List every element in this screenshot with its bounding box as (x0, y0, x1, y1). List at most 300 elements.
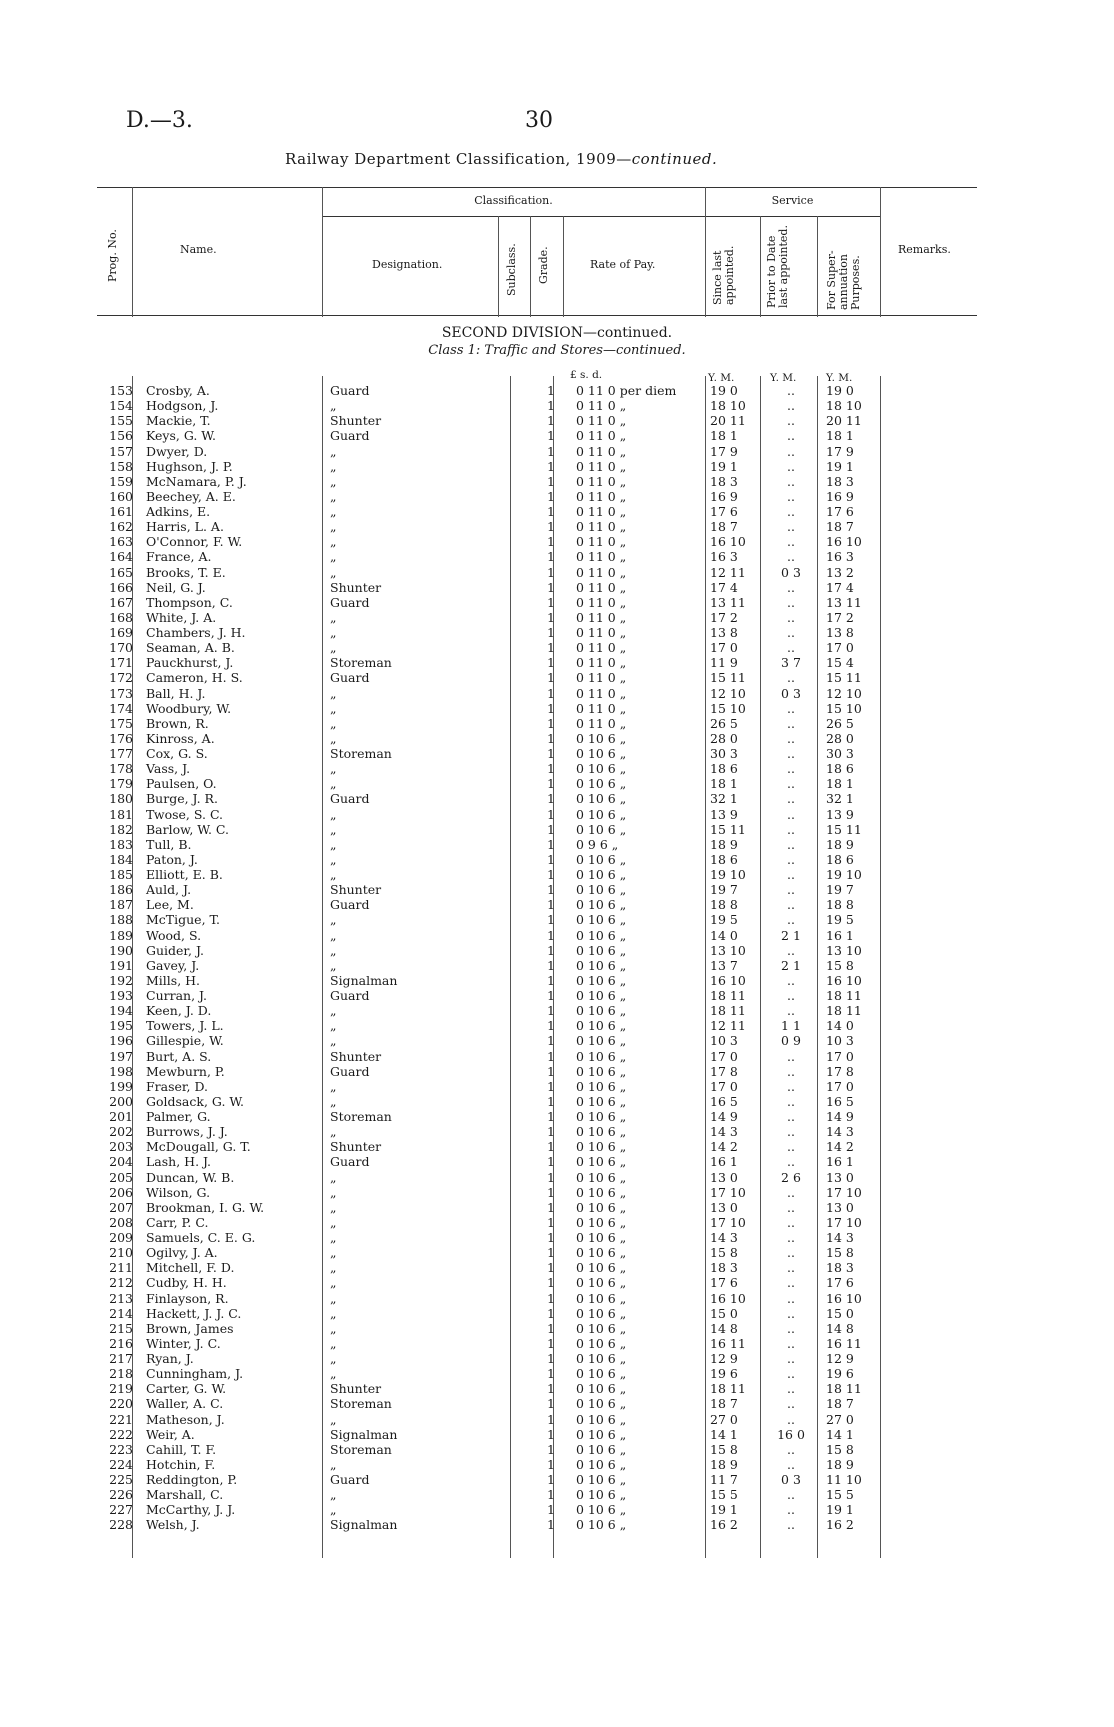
prog-no: 195 (109, 1018, 133, 1034)
prog-no: 184 (109, 851, 133, 867)
grade: 1 (547, 1230, 555, 1245)
subclass (502, 1502, 534, 1517)
designation: „ (330, 534, 337, 550)
subclass (502, 701, 534, 716)
prog-no: 177 (109, 746, 133, 761)
prog-no: 188 (109, 912, 133, 928)
service-prior: .. (787, 1003, 795, 1019)
service-superannuation: 14 3 (826, 1230, 854, 1245)
service-prior: .. (787, 519, 795, 535)
service-superannuation: 13 2 (826, 564, 854, 580)
grade: 1 (547, 1320, 555, 1336)
grade: 1 (547, 609, 555, 625)
service-prior: .. (787, 1093, 795, 1109)
grade: 1 (547, 443, 555, 459)
staff-name: Finlayson, R. (146, 1290, 229, 1306)
grade: 1 (547, 519, 555, 535)
table-row (85, 383, 880, 398)
table-row (85, 640, 880, 655)
subclass (502, 1472, 534, 1487)
designation: „ (330, 1351, 337, 1366)
designation: Shunter (330, 1048, 382, 1064)
grade: 1 (547, 836, 555, 852)
prog-no: 163 (109, 534, 133, 550)
service-since-last: 13 9 (710, 806, 738, 822)
table-row (85, 595, 880, 610)
staff-name: Cameron, H. S. (146, 670, 243, 686)
service-prior: .. (787, 1411, 795, 1427)
subclass (502, 731, 534, 746)
service-prior: .. (787, 609, 795, 625)
service-superannuation: 18 11 (826, 988, 862, 1003)
subclass (502, 1003, 534, 1018)
service-since-last: 15 5 (710, 1487, 738, 1503)
designation: Guard (330, 791, 370, 807)
rate-of-pay: 0 10 6 „ (576, 988, 627, 1003)
grade: 1 (547, 1517, 555, 1533)
table-row (85, 1275, 880, 1290)
rate-of-pay: 0 10 6 „ (576, 1456, 627, 1472)
service-prior: .. (787, 1214, 795, 1230)
designation: „ (330, 1199, 337, 1215)
service-since-last: 11 7 (710, 1472, 738, 1487)
prog-no: 165 (109, 564, 133, 580)
service-since-last: 16 10 (710, 972, 746, 988)
table-row (85, 943, 880, 958)
service-prior: .. (787, 897, 795, 913)
col-divider (132, 187, 133, 317)
table-row (85, 1366, 880, 1381)
prog-no: 176 (109, 730, 133, 746)
designation: „ (330, 609, 337, 625)
staff-name: Hotchin, F. (146, 1456, 216, 1472)
subclass (502, 761, 534, 776)
subclass (502, 928, 534, 943)
subclass (502, 1306, 534, 1321)
service-since-last: 15 10 (710, 700, 746, 716)
designation: Guard (330, 1472, 370, 1487)
designation: „ (330, 1093, 337, 1109)
rate-of-pay: 0 10 6 „ (576, 1078, 627, 1094)
prog-no: 156 (109, 428, 133, 444)
service-prior: .. (787, 458, 795, 474)
table-row (85, 716, 880, 731)
table-row (85, 534, 880, 549)
rate-of-pay: 0 10 6 „ (576, 927, 627, 943)
prog-no: 161 (109, 504, 133, 519)
prog-no: 171 (109, 655, 133, 671)
service-prior: .. (787, 1502, 795, 1518)
subclass (502, 912, 534, 927)
subclass (502, 867, 534, 882)
service-prior: .. (787, 806, 795, 822)
service-superannuation: 19 0 (826, 383, 854, 398)
designation: „ (330, 761, 337, 777)
service-since-last: 13 0 (710, 1199, 738, 1215)
service-superannuation: 17 10 (826, 1184, 862, 1200)
service-since-last: 17 8 (710, 1063, 738, 1079)
table-row (85, 1185, 880, 1200)
prog-no: 164 (109, 549, 133, 565)
service-prior: .. (787, 836, 795, 852)
staff-name: Marshall, C. (146, 1487, 224, 1503)
table-row (85, 444, 880, 459)
grade: 1 (547, 1502, 555, 1518)
service-prior: .. (787, 1260, 795, 1276)
col-divider (817, 216, 818, 317)
staff-name: Mills, H. (146, 972, 201, 988)
grade: 1 (547, 670, 555, 686)
header-since-last: Since last appointed. (711, 245, 736, 305)
staff-name: Ryan, J. (146, 1351, 194, 1366)
col-divider (530, 216, 531, 317)
prog-no: 211 (109, 1260, 133, 1276)
service-since-last: 18 7 (710, 519, 738, 535)
service-since-last: 17 10 (710, 1184, 746, 1200)
rate-of-pay: 0 10 6 „ (576, 1154, 627, 1170)
table-row (85, 1124, 880, 1139)
grade: 1 (547, 867, 555, 882)
service-superannuation: 18 3 (826, 1260, 854, 1276)
rate-of-pay: 0 11 0 „ (576, 564, 627, 580)
service-superannuation: 10 3 (826, 1033, 854, 1049)
prog-no: 221 (109, 1411, 133, 1427)
rate-of-pay: 0 10 6 „ (576, 1063, 627, 1079)
subclass (502, 943, 534, 958)
designation: Shunter (330, 882, 382, 898)
prog-no: 206 (109, 1184, 133, 1200)
subclass (502, 973, 534, 988)
staff-name: Matheson, J. (146, 1411, 225, 1427)
staff-name: Elliott, E. B. (146, 867, 223, 882)
subclass (502, 882, 534, 897)
grade: 1 (547, 882, 555, 898)
service-prior: .. (787, 867, 795, 882)
staff-name: Winter, J. C. (146, 1335, 221, 1351)
header-top-rule (97, 187, 977, 188)
prog-no: 213 (109, 1290, 133, 1306)
staff-name: Pauckhurst, J. (146, 655, 234, 671)
subclass (502, 1351, 534, 1366)
staff-name: Dwyer, D. (146, 443, 208, 459)
prog-no: 167 (109, 594, 133, 610)
subclass (502, 716, 534, 731)
subclass (502, 1412, 534, 1427)
table-row (85, 791, 880, 806)
subclass (502, 746, 534, 761)
subclass (502, 776, 534, 791)
service-prior: .. (787, 1396, 795, 1412)
rate-of-pay: 0 10 6 „ (576, 1502, 627, 1518)
service-prior: .. (787, 715, 795, 731)
table-row (85, 897, 880, 912)
table-row (85, 1517, 880, 1532)
page-number: 30 (525, 108, 553, 133)
subsection-title: Class 1: Traffic and Stores—continued. (428, 343, 686, 358)
grade: 1 (547, 1456, 555, 1472)
rate-of-pay: 0 11 0 „ (576, 473, 627, 489)
service-since-last: 19 5 (710, 912, 738, 928)
staff-name: Lee, M. (146, 897, 194, 913)
service-superannuation: 18 7 (826, 519, 854, 535)
rate-of-pay: 0 10 6 „ (576, 776, 627, 792)
service-since-last: 14 0 (710, 927, 738, 943)
staff-name: Adkins, E. (146, 504, 211, 519)
service-superannuation: 16 10 (826, 1290, 862, 1306)
service-prior: 16 0 (777, 1426, 805, 1442)
staff-name: Brooks, T. E. (146, 564, 226, 580)
grade: 1 (547, 1109, 555, 1124)
service-prior: .. (787, 1351, 795, 1366)
service-prior: .. (787, 1063, 795, 1079)
service-since-last: 16 5 (710, 1093, 738, 1109)
service-since-last: 12 10 (710, 685, 746, 701)
designation: „ (330, 685, 337, 701)
designation: „ (330, 1214, 337, 1230)
service-superannuation: 15 8 (826, 1441, 854, 1457)
grade: 1 (547, 957, 555, 973)
service-since-last: 13 7 (710, 957, 738, 973)
rate-of-pay: 0 10 6 „ (576, 761, 627, 777)
grade: 1 (547, 1441, 555, 1457)
staff-name: Vass, J. (146, 761, 191, 777)
rate-of-pay: 0 10 6 „ (576, 1018, 627, 1034)
staff-name: Goldsack, G. W. (146, 1093, 245, 1109)
service-since-last: 16 9 (710, 488, 738, 504)
grade: 1 (547, 534, 555, 550)
designation: „ (330, 1169, 337, 1185)
service-superannuation: 14 8 (826, 1320, 854, 1336)
subclass (502, 807, 534, 822)
grade: 1 (547, 1351, 555, 1366)
designation: Guard (330, 594, 370, 610)
rate-of-pay: 0 11 0 „ (576, 655, 627, 671)
staff-name: Paulsen, O. (146, 776, 217, 792)
prog-no: 189 (109, 927, 133, 943)
service-since-last: 14 8 (710, 1320, 738, 1336)
rate-of-pay: 0 11 0 „ (576, 534, 627, 550)
service-superannuation: 13 0 (826, 1169, 854, 1185)
service-prior: .. (787, 746, 795, 761)
prog-no: 226 (109, 1487, 133, 1503)
service-since-last: 19 0 (710, 383, 738, 398)
table-row (85, 1230, 880, 1245)
grade: 1 (547, 488, 555, 504)
subclass (502, 444, 534, 459)
service-since-last: 18 3 (710, 1260, 738, 1276)
table-row (85, 882, 880, 897)
table-row (85, 1260, 880, 1275)
subclass (502, 1185, 534, 1200)
designation: „ (330, 488, 337, 504)
designation: Guard (330, 988, 370, 1003)
header-prog-no: Prog. No. (106, 229, 119, 282)
service-superannuation: 19 5 (826, 912, 854, 928)
table-row (85, 519, 880, 534)
subclass (502, 625, 534, 640)
service-superannuation: 13 11 (826, 594, 862, 610)
grade: 1 (547, 398, 555, 414)
prog-no: 182 (109, 821, 133, 837)
grade: 1 (547, 761, 555, 777)
service-prior: .. (787, 1517, 795, 1533)
table-row (85, 1457, 880, 1472)
rate-of-pay: 0 10 6 „ (576, 1260, 627, 1276)
staff-name: Chambers, J. H. (146, 625, 246, 640)
table-row (85, 1291, 880, 1306)
designation: „ (330, 912, 337, 928)
header-remarks: Remarks. (898, 243, 951, 256)
service-since-last: 14 3 (710, 1230, 738, 1245)
table-row (85, 1381, 880, 1396)
title-main: Railway Department Classification, 1909— (285, 150, 632, 168)
service-superannuation: 19 7 (826, 882, 854, 898)
subclass (502, 1154, 534, 1169)
table-row (85, 1215, 880, 1230)
staff-name: Mitchell, F. D. (146, 1260, 235, 1276)
rate-of-pay: 0 11 0 „ (576, 428, 627, 444)
service-superannuation: 18 6 (826, 851, 854, 867)
staff-name: Tull, B. (146, 836, 192, 852)
prog-no: 217 (109, 1351, 133, 1366)
service-since-last: 18 9 (710, 836, 738, 852)
service-superannuation: 15 0 (826, 1305, 854, 1321)
service-since-last: 18 11 (710, 1003, 746, 1019)
service-superannuation: 14 9 (826, 1109, 854, 1124)
service-prior: .. (787, 791, 795, 807)
table-row (85, 413, 880, 428)
subclass (502, 686, 534, 701)
section-title: SECOND DIVISION—continued. (441, 325, 673, 341)
body-col-rule (880, 376, 881, 1558)
service-since-last: 18 9 (710, 1456, 738, 1472)
designation: „ (330, 458, 337, 474)
subclass (502, 565, 534, 580)
subclass (502, 1139, 534, 1154)
service-prior: .. (787, 1139, 795, 1155)
prog-no: 159 (109, 473, 133, 489)
service-prior: .. (787, 1366, 795, 1382)
rate-of-pay: 0 10 6 „ (576, 1124, 627, 1140)
grade: 1 (547, 806, 555, 822)
staff-name: Reddington, P. (146, 1472, 238, 1487)
service-superannuation: 16 1 (826, 1154, 854, 1170)
table-row (85, 1336, 880, 1351)
staff-name: Wilson, G. (146, 1184, 211, 1200)
service-since-last: 14 3 (710, 1124, 738, 1140)
table-row (85, 1064, 880, 1079)
subclass (502, 383, 534, 398)
service-prior: .. (787, 1230, 795, 1245)
subclass (502, 791, 534, 806)
prog-no: 192 (109, 972, 133, 988)
service-superannuation: 11 10 (826, 1472, 862, 1487)
service-prior: .. (787, 1487, 795, 1503)
designation: „ (330, 715, 337, 731)
designation: „ (330, 473, 337, 489)
staff-name: McTigue, T. (146, 912, 221, 928)
rate-of-pay: 0 11 0 „ (576, 640, 627, 656)
service-prior: .. (787, 1441, 795, 1457)
rate-of-pay: 0 11 0 per diem (576, 383, 677, 398)
subclass (502, 837, 534, 852)
subclass (502, 413, 534, 428)
subclass (502, 852, 534, 867)
service-superannuation: 12 10 (826, 685, 862, 701)
designation: Storeman (330, 1441, 392, 1457)
service-since-last: 18 1 (710, 776, 738, 792)
service-superannuation: 18 6 (826, 761, 854, 777)
table-row (85, 504, 880, 519)
prog-no: 208 (109, 1214, 133, 1230)
service-superannuation: 28 0 (826, 730, 854, 746)
service-superannuation: 14 3 (826, 1124, 854, 1140)
staff-name: McNamara, P. J. (146, 473, 247, 489)
service-prior: .. (787, 972, 795, 988)
service-since-last: 12 11 (710, 564, 746, 580)
subclass (502, 988, 534, 1003)
grade: 1 (547, 1018, 555, 1034)
service-superannuation: 30 3 (826, 746, 854, 761)
designation: Guard (330, 670, 370, 686)
service-superannuation: 19 1 (826, 458, 854, 474)
service-superannuation: 19 1 (826, 1502, 854, 1518)
designation: „ (330, 1260, 337, 1276)
staff-name: Beechey, A. E. (146, 488, 236, 504)
prog-no: 219 (109, 1381, 133, 1397)
service-prior: 2 1 (781, 957, 801, 973)
table-row (85, 1502, 880, 1517)
table-row (85, 1245, 880, 1260)
service-since-last: 16 1 (710, 1154, 738, 1170)
table-row (85, 1094, 880, 1109)
prog-no: 178 (109, 761, 133, 777)
subclass (502, 1200, 534, 1215)
staff-name: Fraser, D. (146, 1078, 209, 1094)
prog-no: 162 (109, 519, 133, 535)
service-since-last: 17 4 (710, 579, 738, 595)
service-superannuation: 19 10 (826, 867, 862, 882)
prog-no: 214 (109, 1305, 133, 1321)
grade: 1 (547, 821, 555, 837)
grade: 1 (547, 428, 555, 444)
rate-of-pay: 0 10 6 „ (576, 1033, 627, 1049)
rate-of-pay: 0 10 6 „ (576, 1487, 627, 1503)
grade: 1 (547, 1003, 555, 1019)
header-classification: Classification. (474, 194, 553, 207)
grade: 1 (547, 655, 555, 671)
service-superannuation: 16 9 (826, 488, 854, 504)
page-title (285, 150, 717, 168)
staff-name: McCarthy, J. J. (146, 1502, 236, 1518)
service-superannuation: 18 3 (826, 473, 854, 489)
service-prior: 3 7 (781, 655, 801, 671)
grade: 1 (547, 1472, 555, 1487)
prog-no: 202 (109, 1124, 133, 1140)
service-prior: .. (787, 594, 795, 610)
service-prior: 0 3 (781, 564, 801, 580)
service-superannuation: 17 10 (826, 1214, 862, 1230)
service-prior: .. (787, 549, 795, 565)
table-row (85, 1033, 880, 1048)
designation: „ (330, 1003, 337, 1019)
title-continued: continued. (631, 150, 718, 168)
grade: 1 (547, 730, 555, 746)
col-divider (563, 216, 564, 317)
service-superannuation: 26 5 (826, 715, 854, 731)
staff-name: Gavey, J. (146, 957, 200, 973)
subclass (502, 1079, 534, 1094)
